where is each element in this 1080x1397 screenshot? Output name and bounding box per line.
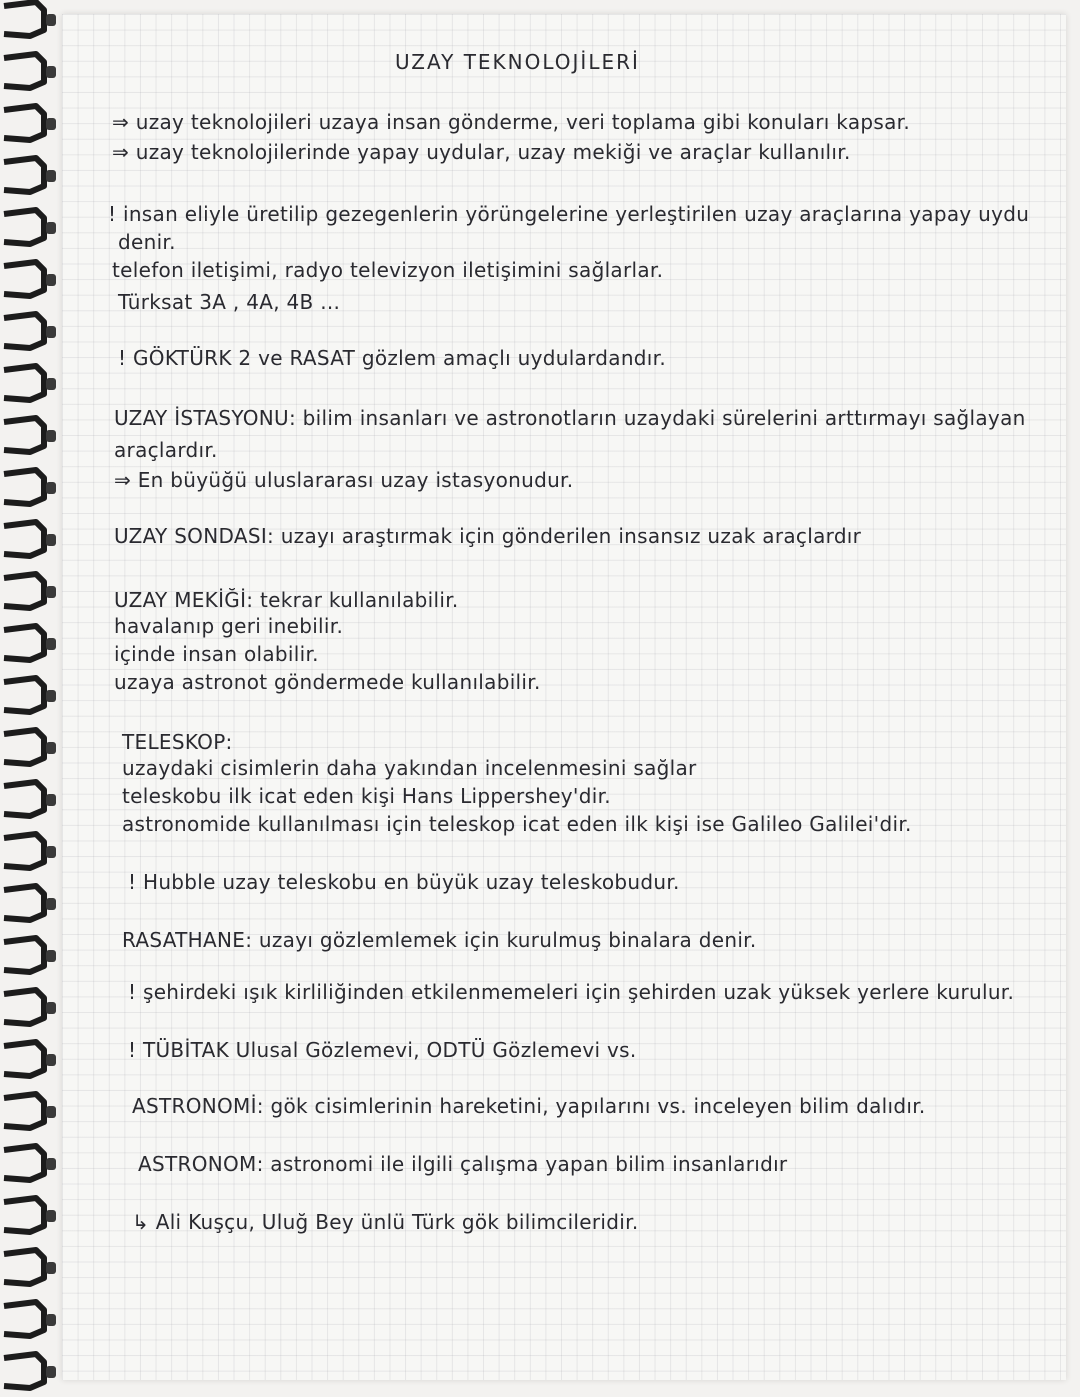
text-line-12: UZAY MEKİĞİ: tekrar kullanılabilir. (114, 588, 459, 612)
spiral-ring (4, 470, 56, 504)
text-line-9: araçlardır. (114, 438, 218, 462)
text-line-24: ASTRONOMİ: gök cisimlerinin hareketini, yapılarını vs. inceleyen bilim dalıdır. (132, 1094, 926, 1118)
text-line-20: ! Hubble uzay teleskobu en büyük uzay teleskobudur. (128, 870, 680, 894)
text-line-7: ! GÖKTÜRK 2 ve RASAT gözlem amaçlı uydulardandır. (118, 346, 667, 370)
text-line-8: UZAY İSTASYONU: bilim insanları ve astronotların uzaydaki sürelerini arttırmayı sağlayan (114, 406, 1026, 430)
text-line-25: ASTRONOM: astronomi ile ilgili çalışma yapan bilim insanlarıdır (138, 1152, 788, 1176)
spiral-ring (4, 782, 56, 816)
text-line-26: ↳ Ali Kuşçu, Uluğ Bey ünlü Türk gök bilimcileridir. (132, 1210, 639, 1234)
spiral-ring (4, 730, 56, 764)
notebook-page (62, 14, 1066, 1380)
text-line-21: RASATHANE: uzayı gözlemlemek için kurulmuş binalara denir. (122, 928, 757, 952)
text-line-18: teleskobu ilk icat eden kişi Hans Lippershey'dir. (122, 784, 611, 808)
text-line-15: uzaya astronot göndermede kullanılabilir. (114, 670, 541, 694)
spiral-ring (4, 938, 56, 972)
spiral-ring (4, 678, 56, 712)
spiral-binding (0, 0, 62, 1397)
spiral-ring (4, 1354, 56, 1388)
spiral-ring (4, 1250, 56, 1284)
spiral-ring (4, 1042, 56, 1076)
spiral-ring (4, 1302, 56, 1336)
text-line-3: ! insan eliyle üretilip gezegenlerin yörüngelerine yerleştirilen uzay araçlarına yapay uydu (108, 202, 1030, 226)
spiral-ring (4, 262, 56, 296)
spiral-ring (4, 366, 56, 400)
text-line-1: ⇒ uzay teknolojileri uzaya insan gönderme, veri toplama gibi konuları kapsar. (112, 110, 911, 134)
spiral-ring (4, 1094, 56, 1128)
text-line-5: telefon iletişimi, radyo televizyon iletişimini sağlarlar. (112, 258, 664, 282)
text-line-23: ! TÜBİTAK Ulusal Gözlemevi, ODTÜ Gözlemevi vs. (128, 1038, 637, 1062)
spiral-ring (4, 834, 56, 868)
spiral-ring (4, 158, 56, 192)
text-line-14: içinde insan olabilir. (114, 642, 319, 666)
text-line-13: havalanıp geri inebilir. (114, 614, 344, 638)
spiral-ring (4, 522, 56, 556)
text-line-17: uzaydaki cisimlerin daha yakından incelenmesini sağlar (122, 756, 697, 780)
text-line-4: denir. (118, 230, 176, 254)
spiral-ring (4, 54, 56, 88)
spiral-ring (4, 574, 56, 608)
spiral-ring (4, 1198, 56, 1232)
spiral-ring (4, 106, 56, 140)
text-line-11: UZAY SONDASI: uzayı araştırmak için gönderilen insansız uzak araçlardır (114, 524, 862, 548)
spiral-ring (4, 210, 56, 244)
spiral-ring (4, 2, 56, 36)
spiral-ring (4, 626, 56, 660)
spiral-ring (4, 418, 56, 452)
text-line-16: TELESKOP: (122, 730, 233, 754)
text-line-22: ! şehirdeki ışık kirliliğinden etkilenmemeleri için şehirden uzak yüksek yerlere kurulur. (128, 980, 1015, 1004)
page-title: UZAY TEKNOLOJİLERİ (395, 50, 640, 74)
text-line-2: ⇒ uzay teknolojilerinde yapay uydular, uzay mekiği ve araçlar kullanılır. (112, 140, 851, 164)
spiral-ring (4, 1146, 56, 1180)
text-line-6: Türksat 3A , 4A, 4B ... (118, 290, 341, 314)
text-line-19: astronomide kullanılması için teleskop icat eden ilk kişi ise Galileo Galilei'dir. (122, 812, 912, 836)
spiral-ring (4, 990, 56, 1024)
text-line-10: ⇒ En büyüğü uluslararası uzay istasyonudur. (114, 468, 574, 492)
spiral-ring (4, 886, 56, 920)
spiral-ring (4, 314, 56, 348)
